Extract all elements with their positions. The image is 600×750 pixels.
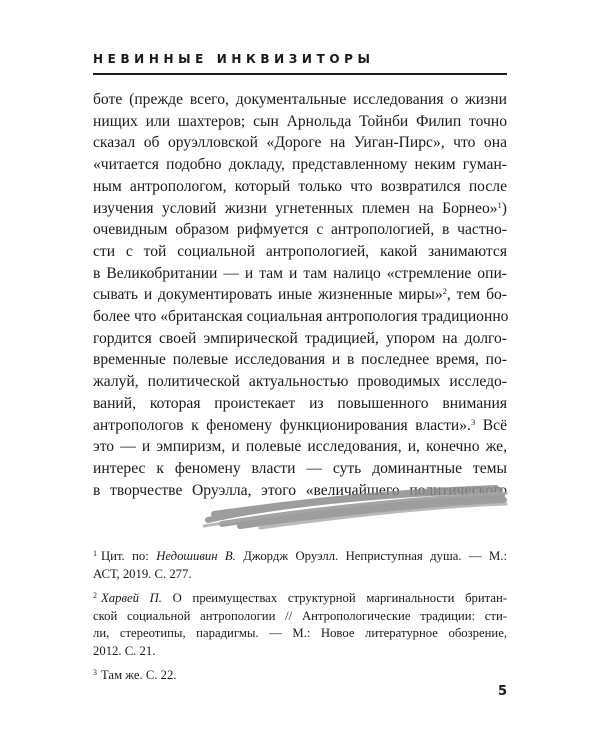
body-line: более что «британская социальная антропология традиционно [93, 308, 509, 326]
header-rule [93, 73, 507, 75]
running-header: НЕВИННЫЕ ИНКВИЗИТОРЫ [93, 52, 375, 66]
footnote-ref: 2 [442, 286, 447, 297]
body-line: «читается подобно докладу, представленному неким гуман- [93, 156, 507, 174]
body-line: это — и эмпиризм, и полевые исследования, и, конечно же, [93, 438, 507, 456]
body-line: боте (прежде всего, документальные исследования о жизни [93, 91, 507, 108]
body-line: изучения условий жизни угнетенных племен на Борнео»$^1$) [93, 199, 507, 217]
footnotes [93, 548, 507, 692]
body-line: нищих или шахтеров; сын Арнольда Тойнби Филип точно [93, 112, 507, 130]
body-line: гордится своей эмпирической традицией, упором на долго- [93, 329, 507, 347]
body-line: сти с той социальной антропологией, какой занимаются [93, 242, 507, 260]
footnote-number: 3 [93, 668, 97, 677]
body-line: ным антропологом, который только что возвратился после [93, 177, 507, 195]
body-line: сывать и документировать иные жизненные миры»$^2$, тем бо- [93, 286, 507, 304]
body-line: ваний, которая проистекает из повышенного внимания [93, 394, 507, 412]
page-number: 5 [497, 684, 507, 699]
pencil-scribble [200, 484, 510, 530]
body-line: временные полевые исследования и в последнее время, по- [93, 351, 507, 369]
body-text [93, 89, 507, 501]
footnote-number: 1 [93, 549, 97, 558]
footnote: $^1$ Цит. по: Недошивин В. Джордж Оруэлл. Неприступная душа. — М.: АСТ, 2019. С. 277. [93, 549, 507, 581]
body-line: интерес к феномену власти — суть доминантные темы [93, 459, 507, 477]
footnote-ref: 1 [497, 199, 502, 210]
body-line: в Великобритании — и там и там налицо «стремление опи- [93, 264, 507, 282]
footnote: $^3$ Там же. С. 22. [93, 668, 177, 682]
body-line: сказал об оруэлловской «Дороге на Уиган-Пирс», что она [93, 134, 507, 152]
body-line: жалуй, политической актуальностью проводимых исследо- [93, 373, 507, 391]
footnote: $^2$ Харвей П. О преимуществах структурной маргинальности британ- ской социальной антропологии // Антропологические традиции: сти- ли, стереотипы, парадигмы. — М.: Новое литературное обозрение, 2012. С. 21. [93, 591, 507, 658]
footnote-ref: 3 [470, 416, 476, 427]
body-line: в творчестве Оруэлла, этого «величайшего политического [93, 481, 507, 499]
body-line: антропологов к феномену функционирования власти».$^3$ Всё [93, 416, 507, 434]
footnote-number: 2 [93, 591, 97, 600]
body-line: очевидным образом рифмуется с антропологией, в частно- [93, 221, 507, 239]
